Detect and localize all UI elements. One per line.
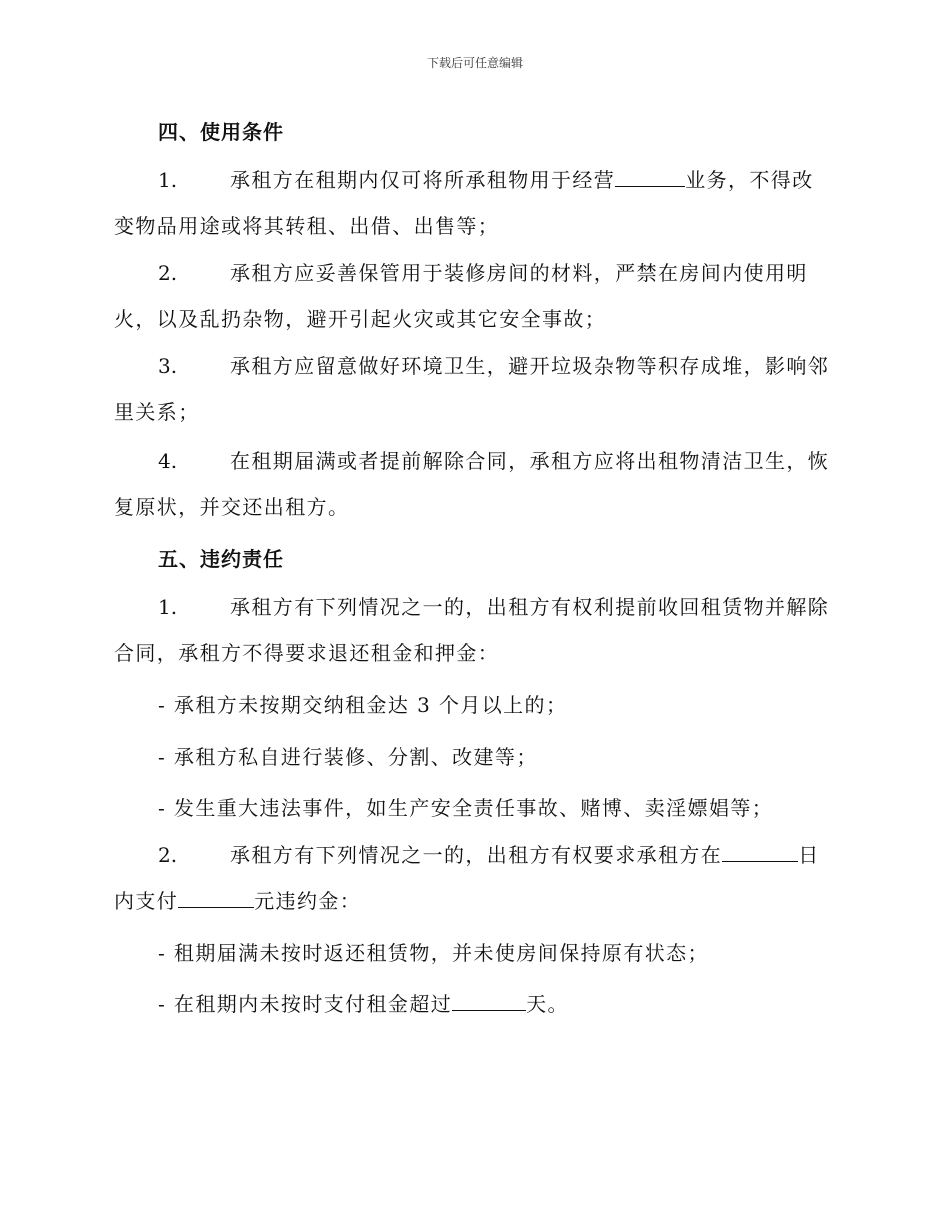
fill-in-blank — [178, 889, 254, 908]
fill-in-blank — [615, 168, 685, 187]
item-text: 日内支付 — [114, 843, 820, 913]
bullet-item: - 发生重大违法事件，如生产安全责任事故、赌博、卖淫嫖娼等； — [158, 796, 774, 820]
item-number: 1. — [158, 168, 178, 192]
item-text: 承租方有下列情况之一的，出租方有权要求承租方在 — [230, 843, 723, 867]
bullet-text: 天。 — [526, 992, 569, 1016]
list-item — [114, 438, 834, 530]
item-text: 承租方在租期内仅可将所承租物用于经营 — [230, 168, 616, 192]
list-item — [114, 157, 834, 249]
item-number: 2. — [158, 261, 178, 285]
item-number: 2. — [158, 843, 178, 867]
item-text: 承租方应留意做好环境卫生，避开垃圾杂物等积存成堆，影响邻里关系； — [114, 354, 830, 424]
bullet-item: - 承租方私自进行装修、分割、改建等； — [158, 745, 538, 769]
fill-in-blank — [722, 843, 798, 862]
bullet-item: - 承租方未按期交纳租金达 3 个月以上的； — [158, 693, 568, 717]
list-item — [114, 250, 834, 342]
bullet-item: - 租期届满未按时返还租赁物，并未使房间保持原有状态； — [158, 941, 709, 965]
bullet-text: - 在租期内未按时支付租金超过 — [158, 992, 453, 1016]
item-number: 1. — [158, 595, 178, 619]
item-text: 承租方应妥善保管用于装修房间的材料，严禁在房间内使用明火，以及乱扔杂物，避开引起火灾或其它安全事故； — [114, 261, 808, 331]
section-heading-5: 五、违约责任 — [158, 547, 284, 571]
list-item — [114, 343, 834, 435]
item-number: 4. — [158, 449, 178, 473]
bullet-item — [158, 988, 569, 1017]
list-item — [114, 584, 834, 676]
list-item — [114, 832, 834, 924]
header-note: 下载后可任意编辑 — [426, 56, 523, 70]
item-text: 元违约金： — [254, 889, 362, 913]
item-text: 在租期届满或者提前解除合同，承租方应将出租物清洁卫生，恢复原状，并交还出租方。 — [114, 449, 830, 519]
fill-in-blank — [452, 992, 526, 1011]
item-text: 承租方有下列情况之一的，出租方有权利提前收回租赁物并解除合同，承租方不得要求退还租金和押金： — [114, 595, 830, 665]
item-text: 业务，不得改变物品用途或将其转租、出借、出售等； — [114, 168, 814, 238]
item-number: 3. — [158, 354, 178, 378]
section-heading-4: 四、使用条件 — [158, 120, 284, 144]
